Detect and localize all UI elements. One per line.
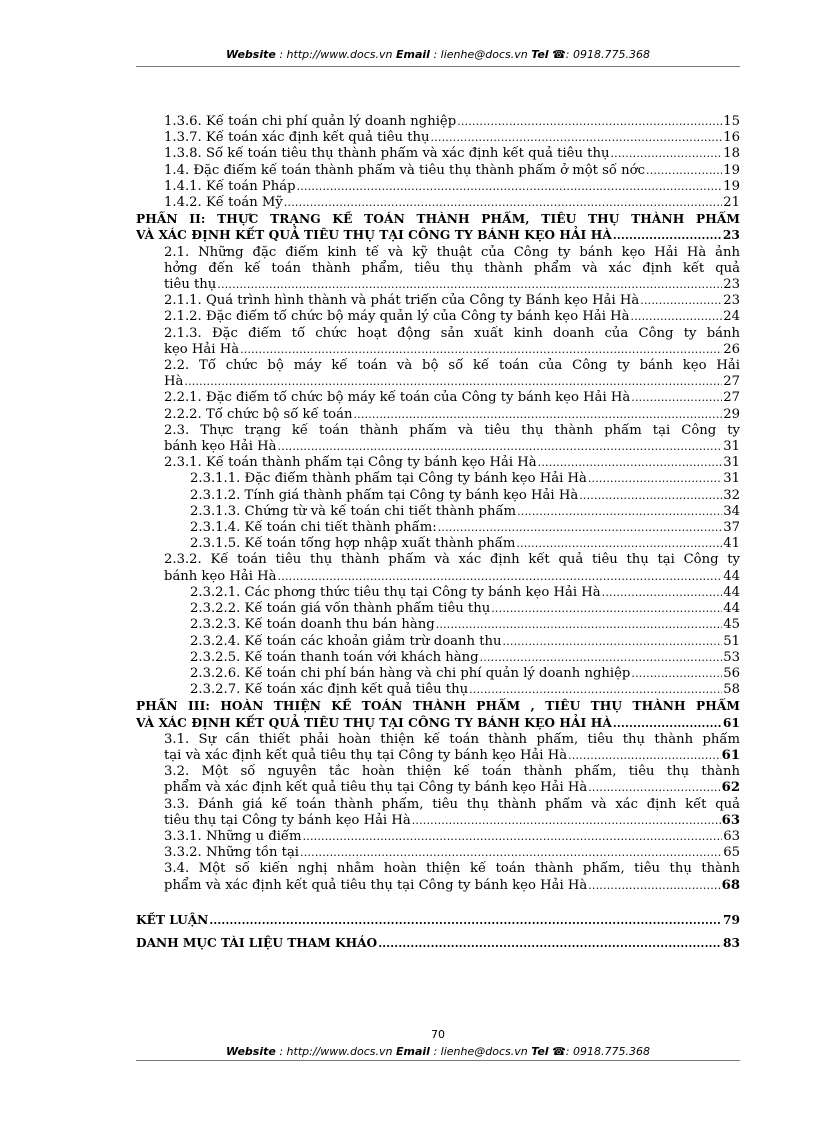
toc-entry-page: 27 <box>723 374 740 390</box>
toc-entry-line: PHẦN II: THỰC TRẠNG KẾ TOÁN THÀNH PHẨM, TIÊU THỤ THÀNH PHẨM <box>136 212 740 227</box>
toc-entry-title: bánh kẹo Hải Hà <box>164 439 277 455</box>
page-footer <box>136 1045 740 1058</box>
toc-entry <box>136 114 740 130</box>
website-value: : http://www.docs.vn <box>275 1045 397 1058</box>
toc-entry-title: 2.3.2.6. Kế toán chi phí bán hàng và chi phí quản lý doanh nghiệp <box>190 665 631 681</box>
phone-icon: ☎ <box>552 48 566 61</box>
toc-entry-title: 2.3.2.7. Kế toán xác định kết quả tiêu thụ <box>190 682 469 698</box>
toc-entry-title: 2.2.1. Đặc điểm tổ chức bộ máy kế toán của Công ty bánh kẹo Hải Hà <box>164 390 631 406</box>
toc-entry <box>136 764 740 796</box>
toc-entry-page: 58 <box>723 682 740 698</box>
toc-entry <box>136 423 740 455</box>
toc-entry <box>136 163 740 179</box>
toc-entry <box>136 146 740 162</box>
toc-entry <box>136 536 740 552</box>
toc-entry-page: 63 <box>721 812 740 828</box>
toc-entry <box>136 195 740 211</box>
email-label: Email <box>396 48 430 61</box>
toc-entry-page: 68 <box>721 877 740 893</box>
toc-entry-title: 1.3.7. Kế toán xác định kết quả tiêu thụ <box>164 130 430 146</box>
toc-entry <box>136 471 740 487</box>
toc-entry-page: 61 <box>721 747 740 763</box>
toc-entry-page: 24 <box>723 309 740 325</box>
toc-entry <box>136 309 740 325</box>
toc-entry-page: 34 <box>723 503 740 519</box>
toc-entry <box>136 455 740 471</box>
toc-entry-title: 2.3.1. Kế toán thành phẩm tại Công ty bánh kẹo Hải Hà <box>164 455 537 471</box>
toc-entry-line: 2.1. Những đặc điểm kinh tế và kỹ thuật của Công ty bánh kẹo Hải Hà ảnh <box>164 244 740 260</box>
toc-entry-page: 65 <box>723 845 740 861</box>
toc-entry-line: 2.3. Thực trạng kế toán thành phẩm và tiêu thụ thành phẩm tại Công ty <box>164 422 740 438</box>
toc-entry-line: PHẦN III: HOÀN THIỆN KẾ TOÁN THÀNH PHẨM , TIÊU THỤ THÀNH PHẨM <box>136 699 740 714</box>
toc-entry-title: tiêu thụ <box>164 277 217 293</box>
toc-entry-title: VÀ XÁC ĐỊNH KẾT QUẢ TIÊU THỤ TẠI CÔNG TY BÁNH KẸO HẢI HÀ <box>136 715 612 730</box>
toc-entry-page: 29 <box>723 406 740 422</box>
toc-entry-page: 27 <box>723 390 740 406</box>
page-number: 70 <box>431 1028 445 1041</box>
toc-entry-title: 2.1.1. Quá trình hình thành và phát triển của Công ty Bánh kẹo Hải Hà <box>164 293 640 309</box>
toc-entry-title: tiêu thụ tại Công ty bánh kẹo Hải Hà <box>164 812 411 828</box>
toc-entry <box>136 520 740 536</box>
toc-entry-title: DANH MỤC TÀI LIỆU THAM KHẢO <box>136 935 378 950</box>
toc-entry-line: 2.3.2. Kế toán tiêu thụ thành phẩm và xác định kết quả tiêu thụ tại Công ty <box>164 552 740 568</box>
toc-entry-page: 23 <box>722 228 740 243</box>
toc-entry-page: 61 <box>722 715 740 730</box>
toc-part-heading <box>136 698 740 731</box>
toc-references <box>136 935 740 952</box>
toc-entry-page: 23 <box>723 293 740 309</box>
toc-entry-title: 1.3.8. Sổ kế toán tiêu thụ thành phẩm và xác định kết quả tiêu thụ <box>164 146 610 162</box>
toc-entry-title: 2.3.1.4. Kế toán chi tiết thành phẩm: <box>190 520 437 536</box>
tel-value: : 0918.775.368 <box>565 48 650 61</box>
header-rule <box>136 66 740 67</box>
toc-entry <box>136 293 740 309</box>
toc-entry-title: 1.4.2. Kế toán Mỹ <box>164 195 283 211</box>
toc-entry-title: 2.1.2. Đặc điểm tổ chức bộ máy quản lý của Công ty bánh kẹo Hải Hà <box>164 309 630 325</box>
toc-entry <box>136 682 740 698</box>
toc-entry <box>136 666 740 682</box>
toc-entry-title: 2.3.2.1. Các phơng thức tiêu thụ tại Công ty bánh kẹo Hải Hà <box>190 584 601 600</box>
tel-value: : 0918.775.368 <box>565 1045 650 1058</box>
toc-entry <box>136 650 740 666</box>
toc-entry <box>136 634 740 650</box>
toc-entry-page: 32 <box>723 487 740 503</box>
toc-entry-line: hởng đến kế toán thành phẩm, tiêu thụ thành phẩm và xác định kết quả <box>164 260 740 276</box>
toc-entry-page: 23 <box>723 277 740 293</box>
toc-entry-title: 2.3.2.2. Kế toán giá vốn thành phẩm tiêu thụ <box>190 601 491 617</box>
toc-entry-title: tại và xác định kết quả tiêu thụ tại Công ty bánh kẹo Hải Hà <box>164 747 568 763</box>
footer-rule <box>136 1060 740 1061</box>
toc-entry-line: 2.1.3. Đặc điểm tổ chức hoạt động sản xuất kinh doanh của Công ty bánh <box>164 325 740 341</box>
toc-entry <box>136 617 740 633</box>
toc-entry-page: 44 <box>723 568 740 584</box>
toc-entry-page: 31 <box>723 455 740 471</box>
toc-entry-page: 45 <box>723 617 740 633</box>
toc-entry-title: VÀ XÁC ĐỊNH KẾT QUẢ TIÊU THỤ TẠI CÔNG TY BÁNH KẸO HẢI HÀ <box>136 228 612 243</box>
toc-entry-title: 1.4. Đặc điểm kế toán thành phẩm và tiêu thụ thành phẩm ở một số nớc <box>164 162 645 178</box>
toc-entry-page: 51 <box>723 633 740 649</box>
toc-entry-title: 2.3.2.3. Kế toán doanh thu bán hàng <box>190 617 435 633</box>
page-header <box>136 48 740 61</box>
tel-label: Tel <box>531 1045 549 1058</box>
toc-entry-title: kẹo Hải Hà <box>164 341 240 357</box>
toc-entry-title: Hà <box>164 374 184 390</box>
toc-entry-title: 2.3.1.1. Đặc điểm thành phẩm tại Công ty bánh kẹo Hải Hà <box>190 471 587 487</box>
toc-entry-page: 44 <box>723 584 740 600</box>
toc-entry <box>136 601 740 617</box>
toc-entry-page: 26 <box>723 341 740 357</box>
toc-entry-page: 62 <box>721 780 740 796</box>
toc-entry-page: 19 <box>723 178 740 194</box>
toc-entry-page: 53 <box>723 649 740 665</box>
toc-entry-title: 1.4.1. Kế toán Pháp <box>164 178 296 194</box>
toc-entry <box>136 861 740 893</box>
website-label: Website <box>226 1045 276 1058</box>
toc-entry-title: 3.3.2. Những tồn tại <box>164 845 300 861</box>
toc-entry-page: 44 <box>723 601 740 617</box>
toc-entry-title: phẩm và xác định kết quả tiêu thụ tại Công ty bánh kẹo Hải Hà <box>164 780 588 796</box>
toc-entry-line: 3.3. Đánh giá kế toán thành phẩm, tiêu thụ thành phẩm và xác định kết quả <box>164 796 740 812</box>
toc-entry-page: 18 <box>723 146 740 162</box>
phone-icon: ☎ <box>552 1045 566 1058</box>
toc-entry <box>136 504 740 520</box>
toc-entry-title: KẾT LUẬN <box>136 912 209 927</box>
tel-label: Tel <box>531 48 549 61</box>
toc-entry <box>136 407 740 423</box>
toc-entry <box>136 390 740 406</box>
toc-entry-page: 21 <box>723 195 740 211</box>
toc-entry <box>136 358 740 390</box>
toc-entry <box>136 845 740 861</box>
toc-entry-page: 83 <box>723 935 740 950</box>
table-of-contents <box>136 114 740 952</box>
email-value: : lienhe@docs.vn <box>429 1045 532 1058</box>
toc-entry <box>136 326 740 358</box>
toc-entry-page: 31 <box>723 471 740 487</box>
toc-entry <box>136 797 740 829</box>
toc-entry <box>136 179 740 195</box>
toc-entry-page: 41 <box>723 536 740 552</box>
toc-entry <box>136 732 740 764</box>
toc-entry-page: 16 <box>723 130 740 146</box>
toc-entry <box>136 829 740 845</box>
toc-entry-title: bánh kẹo Hải Hà <box>164 568 277 584</box>
toc-entry-title: 2.3.2.4. Kế toán các khoản giảm trừ doanh thu <box>190 633 502 649</box>
toc-entry-title: 2.3.1.2. Tính giá thành phẩm tại Công ty bánh kẹo Hải Hà <box>190 487 579 503</box>
website-value: : http://www.docs.vn <box>275 48 397 61</box>
toc-entry-page: 56 <box>723 665 740 681</box>
toc-entry-page: 79 <box>723 912 740 927</box>
toc-entry-title: 2.3.1.5. Kế toán tổng hợp nhập xuất thành phẩm <box>190 536 516 552</box>
toc-entry-title: 2.3.2.5. Kế toán thanh toán với khách hàng <box>190 649 479 665</box>
toc-entry-page: 31 <box>723 439 740 455</box>
toc-entry-line: 3.2. Một số nguyên tắc hoàn thiện kế toán thành phẩm, tiêu thụ thành <box>164 764 740 780</box>
toc-entry <box>136 130 740 146</box>
toc-entry-title: 3.3.1. Những u điểm <box>164 828 302 844</box>
email-label: Email <box>396 1045 430 1058</box>
website-label: Website <box>226 48 276 61</box>
toc-entry-line: 3.1. Sự cần thiết phải hoàn thiện kế toán thành phẩm, tiêu thụ thành phẩm <box>164 731 740 747</box>
toc-entry-page: 19 <box>723 162 740 178</box>
email-value: : lienhe@docs.vn <box>429 48 532 61</box>
toc-entry <box>136 488 740 504</box>
toc-entry-page: 37 <box>723 520 740 536</box>
toc-entry <box>136 585 740 601</box>
toc-entry-title: phẩm và xác định kết quả tiêu thụ tại Công ty bánh kẹo Hải Hà <box>164 877 588 893</box>
toc-entry-line: 2.2. Tổ chức bộ máy kế toán và bộ sổ kế toán của Công ty bánh kẹo Hải <box>164 358 740 374</box>
toc-entry <box>136 245 740 294</box>
toc-entry-title: 2.2.2. Tổ chức bộ sổ kế toán <box>164 406 353 422</box>
toc-entry-page: 15 <box>723 114 740 129</box>
toc-entry <box>136 552 740 584</box>
toc-entry-line: 3.4. Một số kiến nghị nhằm hoàn thiện kế toán thành phẩm, tiêu thụ thành <box>164 861 740 877</box>
toc-conclusion <box>136 912 740 929</box>
toc-entry-page: 63 <box>723 828 740 844</box>
toc-part-heading <box>136 211 740 244</box>
toc-entry-title: 2.3.1.3. Chứng từ và kế toán chi tiết thành phẩm <box>190 503 517 519</box>
toc-entry-title: 1.3.6. Kế toán chi phí quản lý doanh nghiệp <box>164 114 457 129</box>
